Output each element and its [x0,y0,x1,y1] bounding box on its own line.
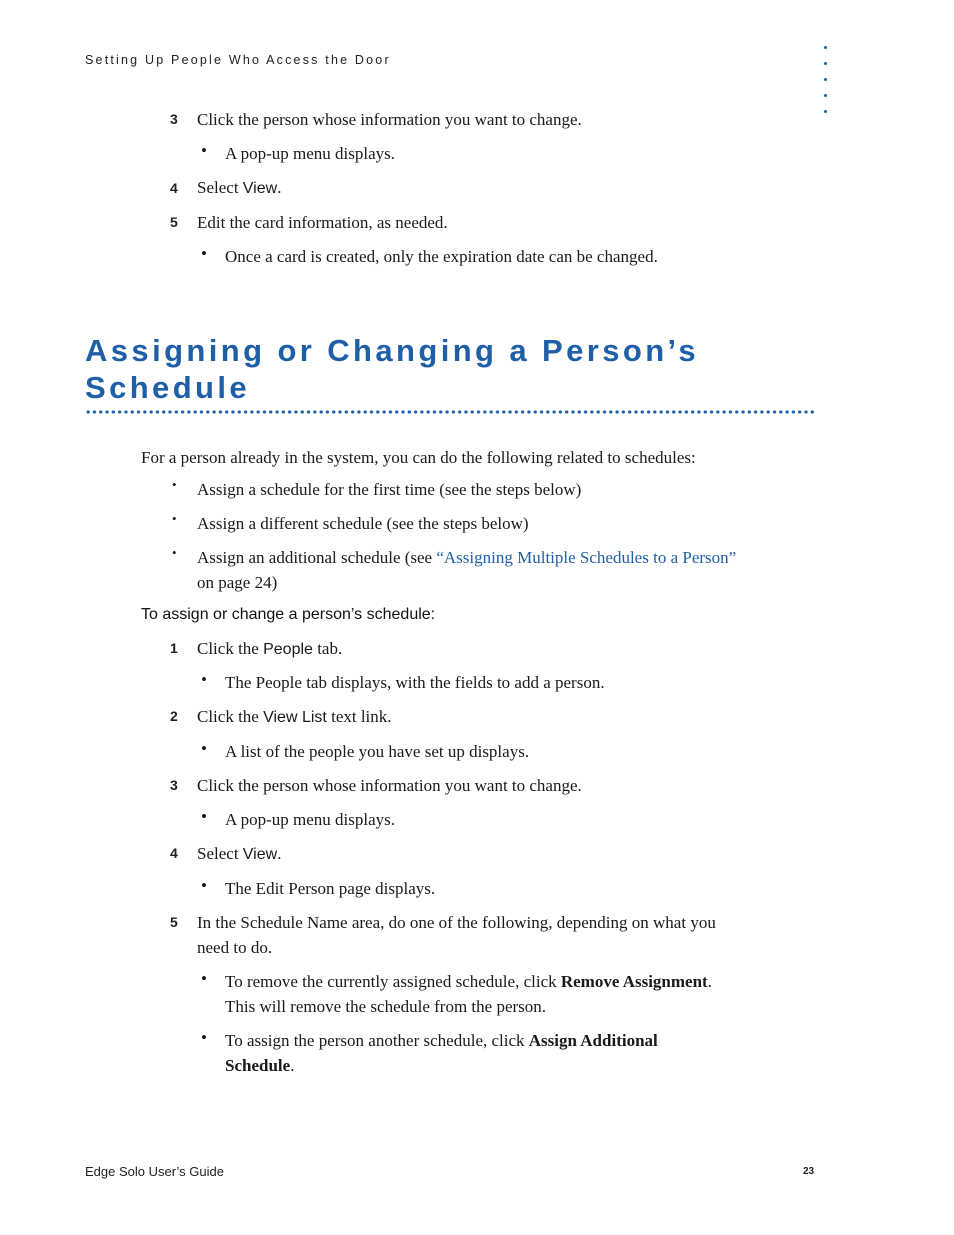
bullet-text [225,969,712,994]
ui-term-schedule: Schedule [225,1056,291,1075]
step-number: 5 [170,914,178,930]
step-number: 5 [170,214,178,230]
bullet-icon: • [201,969,207,988]
step-number: 4 [170,845,178,861]
step-text-post: . [277,178,282,197]
ui-term-view: View [242,846,278,863]
bullet-icon: • [201,739,207,758]
step-number: 3 [170,777,178,793]
section-heading-line2: Schedule [85,370,251,405]
option-item [197,545,822,570]
step-text: Click the person whose information you want to change. [197,776,582,795]
option-text-pre: Assign an additional schedule (see [197,548,437,567]
step-text [197,841,281,867]
bullet-text [225,1028,658,1053]
decorative-dots [824,46,830,126]
bullet-icon: • [201,876,207,895]
running-header: Setting Up People Who Access the Door [85,53,391,67]
ui-term-assign-additional: Assign Additional [528,1031,658,1050]
bullet-text: The People tab displays, with the fields to add a person. [225,673,605,692]
bullet-text-post: . [707,972,712,991]
step-text-pre: Select [197,178,243,197]
page-number: 23 [803,1166,815,1177]
option-item: Assign a schedule for the first time (see the steps below) [197,480,582,499]
step-number: 1 [170,640,178,656]
bullet-icon: • [201,244,207,263]
step-number: 3 [170,111,178,127]
step-text [197,175,281,201]
bullet-icon: • [172,477,177,492]
step-text-pre: Click the [197,707,264,726]
step-number: 2 [170,708,178,724]
step-text-post: text link. [326,707,392,726]
dotted-rule [85,409,815,415]
section-heading [85,332,845,406]
step-text-post: tab. [312,639,343,658]
bullet-text: A list of the people you have set up displays. [225,742,530,761]
bullet-text-pre: To assign the person another schedule, click [225,1031,529,1050]
bullet-icon: • [172,545,177,560]
bullet-text: The Edit Person page displays. [225,879,436,898]
section-heading-line1: Assigning or Changing a Person’s [85,333,700,368]
ui-term-people: People [263,641,313,658]
ui-term-remove-assignment: Remove Assignment [560,972,708,991]
bullet-icon: • [172,511,177,526]
bullet-icon: • [201,141,207,160]
step-text-continuation: need to do. [197,938,273,957]
bullet-icon: • [201,807,207,826]
option-item-continuation: on page 24) [197,573,278,592]
option-item: Assign a different schedule (see the steps below) [197,514,529,533]
bullet-text-continuation [225,1053,294,1078]
step-text-pre: Select [197,844,243,863]
step-text [197,636,342,662]
step-text: Edit the card information, as needed. [197,213,448,232]
bullet-text-pre: To remove the currently assigned schedule, click [225,972,561,991]
procedure-title: To assign or change a person’s schedule: [141,606,436,623]
step-number: 4 [170,180,178,196]
step-text: Click the person whose information you want to change. [197,110,582,129]
intro-paragraph: For a person already in the system, you can do the following related to schedules: [141,448,696,467]
bullet-text-post: . [290,1056,295,1075]
step-text [197,704,392,730]
bullet-icon: • [201,670,207,689]
bullet-icon: • [201,1028,207,1047]
ui-term-view-list: View List [263,709,327,726]
step-text-post: . [277,844,282,863]
cross-reference-link[interactable]: “Assigning Multiple Schedules to a Person” [436,548,737,567]
bullet-text: A pop-up menu displays. [225,144,395,163]
ui-term-view: View [242,180,278,197]
step-text-pre: Click the [197,639,264,658]
bullet-text: Once a card is created, only the expiration date can be changed. [225,247,658,266]
footer-guide-title: Edge Solo User’s Guide [85,1164,224,1179]
bullet-text-continuation: This will remove the schedule from the person. [225,997,547,1016]
bullet-text: A pop-up menu displays. [225,810,395,829]
step-text: In the Schedule Name area, do one of the following, depending on what you [197,913,716,932]
